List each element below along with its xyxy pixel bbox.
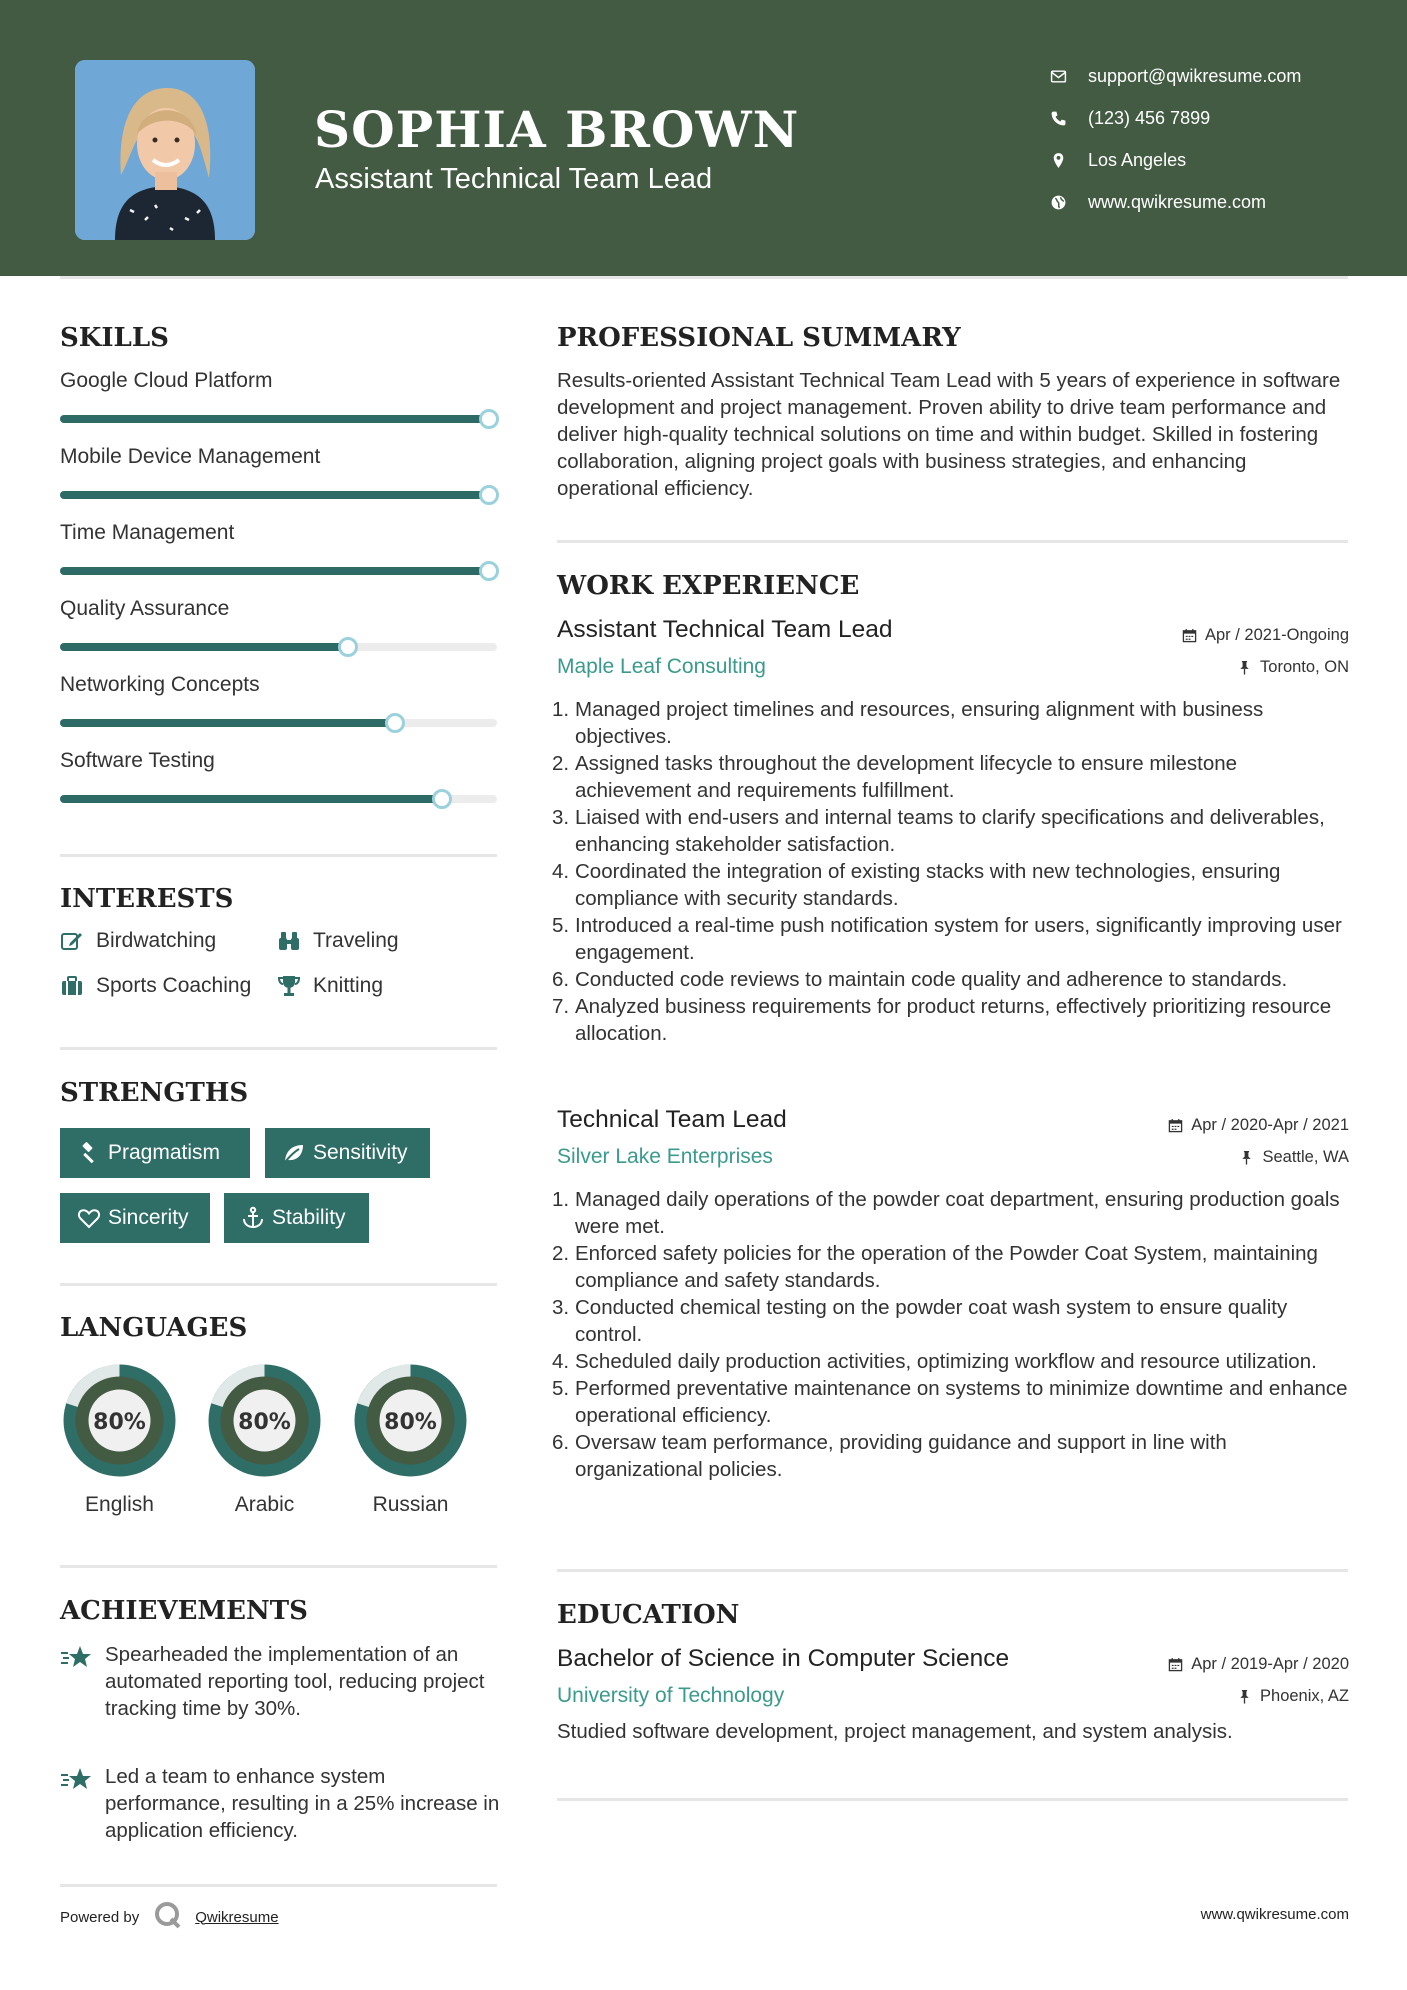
pushpin-icon (1237, 660, 1252, 675)
leaf-icon (275, 1141, 313, 1165)
pushpin-icon (1239, 1150, 1254, 1165)
company-name: Maple Leaf Consulting (557, 655, 766, 678)
interests-title: INTERESTS (60, 884, 234, 914)
summary-divider (557, 540, 1348, 543)
job-location-text: Seattle, WA (1262, 1148, 1349, 1166)
job-dates-text: Apr / 2021-Ongoing (1204, 626, 1349, 644)
language-item (348, 1358, 473, 1517)
language-percent: 80% (93, 1410, 146, 1435)
duty-number: 2. (552, 752, 570, 775)
duty-number: 1. (552, 698, 570, 721)
education-divider (557, 1798, 1348, 1801)
candidate-name: SOPHIA BROWN (314, 100, 800, 159)
duty-text: Scheduled daily production activities, optimizing workflow and resource utilization. (575, 1350, 1317, 1373)
strength-label: Pragmatism (108, 1141, 221, 1164)
languages-divider (60, 1565, 497, 1568)
duty-text: Conducted code reviews to maintain code quality and adherence to standards. (575, 968, 1288, 991)
job-duties (552, 696, 1357, 1047)
skill-name: Google Cloud Platform (60, 369, 273, 392)
duty-number: 2. (552, 1242, 570, 1265)
skill-item (60, 749, 500, 803)
summary-title: PROFESSIONAL SUMMARY (557, 323, 961, 353)
duty-item (552, 804, 1357, 858)
contact-email[interactable] (1050, 55, 1390, 97)
duty-item (552, 1348, 1357, 1375)
duty-text: Enforced safety policies for the operation of the Powder Coat System, maintaining compliance and safety standards. (575, 1242, 1318, 1292)
contact-website[interactable] (1050, 181, 1390, 223)
company-name: Silver Lake Enterprises (557, 1145, 773, 1168)
skill-name: Mobile Device Management (60, 445, 321, 468)
duty-text: Assigned tasks throughout the development lifecycle to ensure milestone achievement and requirements fulfillment. (575, 752, 1238, 802)
contact-list (1050, 55, 1390, 223)
duty-number: 1. (552, 1188, 570, 1211)
summary-text: Results-oriented Assistant Technical Team Lead with 5 years of experience in software development and project management. Proven ability to drive team performance and deliver high-quality technical solutions on time and within budget. Skilled in fostering collaboration, aligning project goals with business strategies, and enhancing operational efficiency. (557, 369, 1341, 500)
contact-location-text: Los Angeles (1088, 149, 1187, 170)
job-title: Technical Team Lead (557, 1106, 787, 1133)
achievement-text: Led a team to enhance system performance, resulting in a 25% increase in application efficiency. (105, 1765, 500, 1842)
candidate-title: Assistant Technical Team Lead (315, 163, 713, 195)
qwikresume-logo-icon (153, 1900, 183, 1934)
skill-name: Time Management (60, 521, 235, 544)
skill-bar-knob (385, 713, 405, 733)
duty-text: Performed preventative maintenance on systems to minimize downtime and enhance operational efficiency. (575, 1377, 1348, 1427)
achievement-item (60, 1763, 500, 1844)
interest-label: Sports Coaching (96, 974, 252, 997)
duty-number: 5. (552, 1377, 570, 1400)
contact-location (1050, 139, 1390, 181)
duty-item (552, 696, 1357, 750)
duty-number: 3. (552, 806, 570, 829)
header-divider (60, 276, 1348, 279)
skill-bar (60, 795, 497, 803)
duty-text: Coordinated the integration of existing stacks with new technologies, ensuring compliance with security standards. (575, 860, 1281, 910)
skill-bar-fill (60, 643, 346, 651)
strength-badge (60, 1128, 250, 1178)
skill-item (60, 673, 500, 727)
contact-phone[interactable] (1050, 97, 1390, 139)
achievements-divider (60, 1884, 497, 1887)
duty-item (552, 858, 1357, 912)
language-item (57, 1358, 182, 1517)
duty-item (552, 1186, 1357, 1240)
skill-bar-fill (60, 795, 440, 803)
skill-bar (60, 491, 497, 499)
language-item (202, 1358, 327, 1517)
strength-badge (265, 1128, 430, 1178)
duty-number: 5. (552, 914, 570, 937)
skill-bar-knob (479, 561, 499, 581)
skill-item (60, 521, 500, 575)
suitcase-icon (60, 974, 96, 998)
duty-number: 3. (552, 1296, 570, 1319)
footer-website[interactable]: www.qwikresume.com (1200, 1906, 1349, 1923)
language-name: Russian (372, 1493, 449, 1516)
degree-title: Bachelor of Science in Computer Science (557, 1645, 1010, 1672)
strength-badge (60, 1193, 210, 1243)
strengths-title: STRENGTHS (60, 1078, 249, 1108)
binoculars-icon (277, 929, 313, 953)
job-dates (1168, 1116, 1349, 1135)
job-title: Assistant Technical Team Lead (557, 616, 893, 643)
job-dates-text: Apr / 2020-Apr / 2021 (1191, 1116, 1349, 1134)
star-icon (60, 1641, 105, 1722)
skill-name: Quality Assurance (60, 597, 230, 620)
phone-icon (1050, 110, 1088, 127)
skill-bar (60, 567, 497, 575)
location-pin-icon (1050, 152, 1088, 169)
anchor-icon (234, 1206, 272, 1230)
language-percent: 80% (238, 1410, 291, 1435)
qwikresume-link[interactable]: Qwikresume (195, 1908, 279, 1926)
skill-bar-knob (338, 637, 358, 657)
trophy-icon (277, 974, 313, 998)
duty-text: Conducted chemical testing on the powder coat wash system to ensure quality control. (575, 1296, 1288, 1346)
achievement-text: Spearheaded the implementation of an automated reporting tool, reducing project tracking time by 30%. (105, 1643, 485, 1720)
job-location-text: Toronto, ON (1260, 658, 1349, 676)
skill-item (60, 445, 500, 499)
language-ring (57, 1358, 182, 1483)
pencil-icon (60, 929, 96, 953)
skill-name: Software Testing (60, 749, 215, 772)
education-title: EDUCATION (557, 1600, 740, 1630)
interest-label: Knitting (313, 974, 384, 997)
duty-number: 6. (552, 968, 570, 991)
skill-item (60, 597, 500, 651)
profile-photo (75, 60, 255, 240)
duty-item (552, 1294, 1357, 1348)
skill-bar (60, 415, 497, 423)
duty-number: 7. (552, 995, 570, 1018)
language-name: English (85, 1493, 154, 1516)
language-percent: 80% (384, 1410, 437, 1435)
education-location-text: Phoenix, AZ (1260, 1687, 1349, 1705)
strengths-divider (60, 1283, 497, 1286)
school-name: University of Technology (557, 1684, 785, 1707)
contact-phone-text: (123) 456 7899 (1088, 107, 1211, 128)
calendar-icon (1168, 1118, 1183, 1133)
job-dates (1182, 626, 1349, 645)
skill-bar-fill (60, 719, 393, 727)
duty-number: 6. (552, 1431, 570, 1454)
duty-item (552, 750, 1357, 804)
duty-text: Oversaw team performance, providing guidance and support in line with organizational policies. (575, 1431, 1227, 1481)
skill-bar (60, 643, 497, 651)
experience-divider (557, 1569, 1348, 1572)
duty-number: 4. (552, 860, 570, 883)
profile-photo-image (75, 60, 255, 240)
skill-bar-fill (60, 415, 487, 423)
skill-bar-knob (479, 485, 499, 505)
heart-icon (70, 1206, 108, 1230)
skills-divider (60, 854, 497, 857)
language-name: Arabic (234, 1493, 295, 1516)
job-location (1239, 1148, 1349, 1167)
calendar-icon (1168, 1657, 1183, 1672)
resume-header (0, 0, 1407, 276)
duty-text: Liaised with end-users and internal teams to clarify specifications and deliverables, enhancing stakeholder satisfaction. (575, 806, 1325, 856)
duty-item (552, 1375, 1357, 1429)
duty-item (552, 993, 1357, 1047)
education-description: Studied software development, project management, and system analysis. (557, 1720, 1233, 1743)
duty-text: Introduced a real-time push notification system for users, significantly improving user engagement. (575, 914, 1342, 964)
interest-label: Traveling (313, 929, 399, 952)
skill-bar (60, 719, 497, 727)
experience-title: WORK EXPERIENCE (557, 571, 860, 601)
envelope-icon (1050, 68, 1088, 85)
job-location (1237, 658, 1349, 677)
contact-email-text: support@qwikresume.com (1088, 65, 1302, 86)
job-duties (552, 1186, 1357, 1483)
strength-badge (224, 1193, 369, 1243)
duty-text: Managed project timelines and resources, ensuring alignment with business objectives. (575, 698, 1264, 748)
duty-text: Managed daily operations of the powder coat department, ensuring production goals were met. (575, 1188, 1340, 1238)
star-icon (60, 1763, 105, 1844)
achievement-item (60, 1641, 500, 1722)
pushpin-icon (1237, 1689, 1252, 1704)
globe-icon (1050, 194, 1088, 211)
skill-bar-knob (432, 789, 452, 809)
education-dates-text: Apr / 2019-Apr / 2020 (1191, 1655, 1349, 1673)
language-ring (348, 1358, 473, 1483)
duty-number: 4. (552, 1350, 570, 1373)
powered-by-text: Powered by (60, 1908, 140, 1926)
duty-text: Analyzed business requirements for product returns, effectively prioritizing resource allocation. (575, 995, 1332, 1045)
strength-label: Sensitivity (313, 1141, 408, 1164)
skills-title: SKILLS (60, 323, 169, 353)
strength-label: Sincerity (108, 1206, 189, 1229)
interest-item (277, 974, 383, 998)
skill-bar-fill (60, 491, 487, 499)
contact-website-text: www.qwikresume.com (1088, 191, 1267, 212)
duty-item (552, 912, 1357, 966)
interest-item (60, 929, 216, 953)
skill-name: Networking Concepts (60, 673, 260, 696)
education-dates (1168, 1655, 1349, 1674)
duty-item (552, 1240, 1357, 1294)
interest-item (60, 974, 251, 998)
interests-divider (60, 1047, 497, 1050)
skill-item (60, 369, 500, 423)
calendar-icon (1182, 628, 1197, 643)
education-location (1237, 1687, 1349, 1706)
interest-label: Birdwatching (96, 929, 217, 952)
duty-item (552, 1429, 1357, 1483)
achievements-title: ACHIEVEMENTS (60, 1596, 308, 1626)
gavel-icon (70, 1141, 108, 1165)
skill-bar-fill (60, 567, 487, 575)
interest-item (277, 929, 399, 953)
languages-title: LANGUAGES (60, 1313, 248, 1343)
strength-label: Stability (272, 1206, 346, 1229)
footer-powered-by (60, 1900, 279, 1934)
duty-item (552, 966, 1357, 993)
language-ring (202, 1358, 327, 1483)
skill-bar-knob (479, 409, 499, 429)
